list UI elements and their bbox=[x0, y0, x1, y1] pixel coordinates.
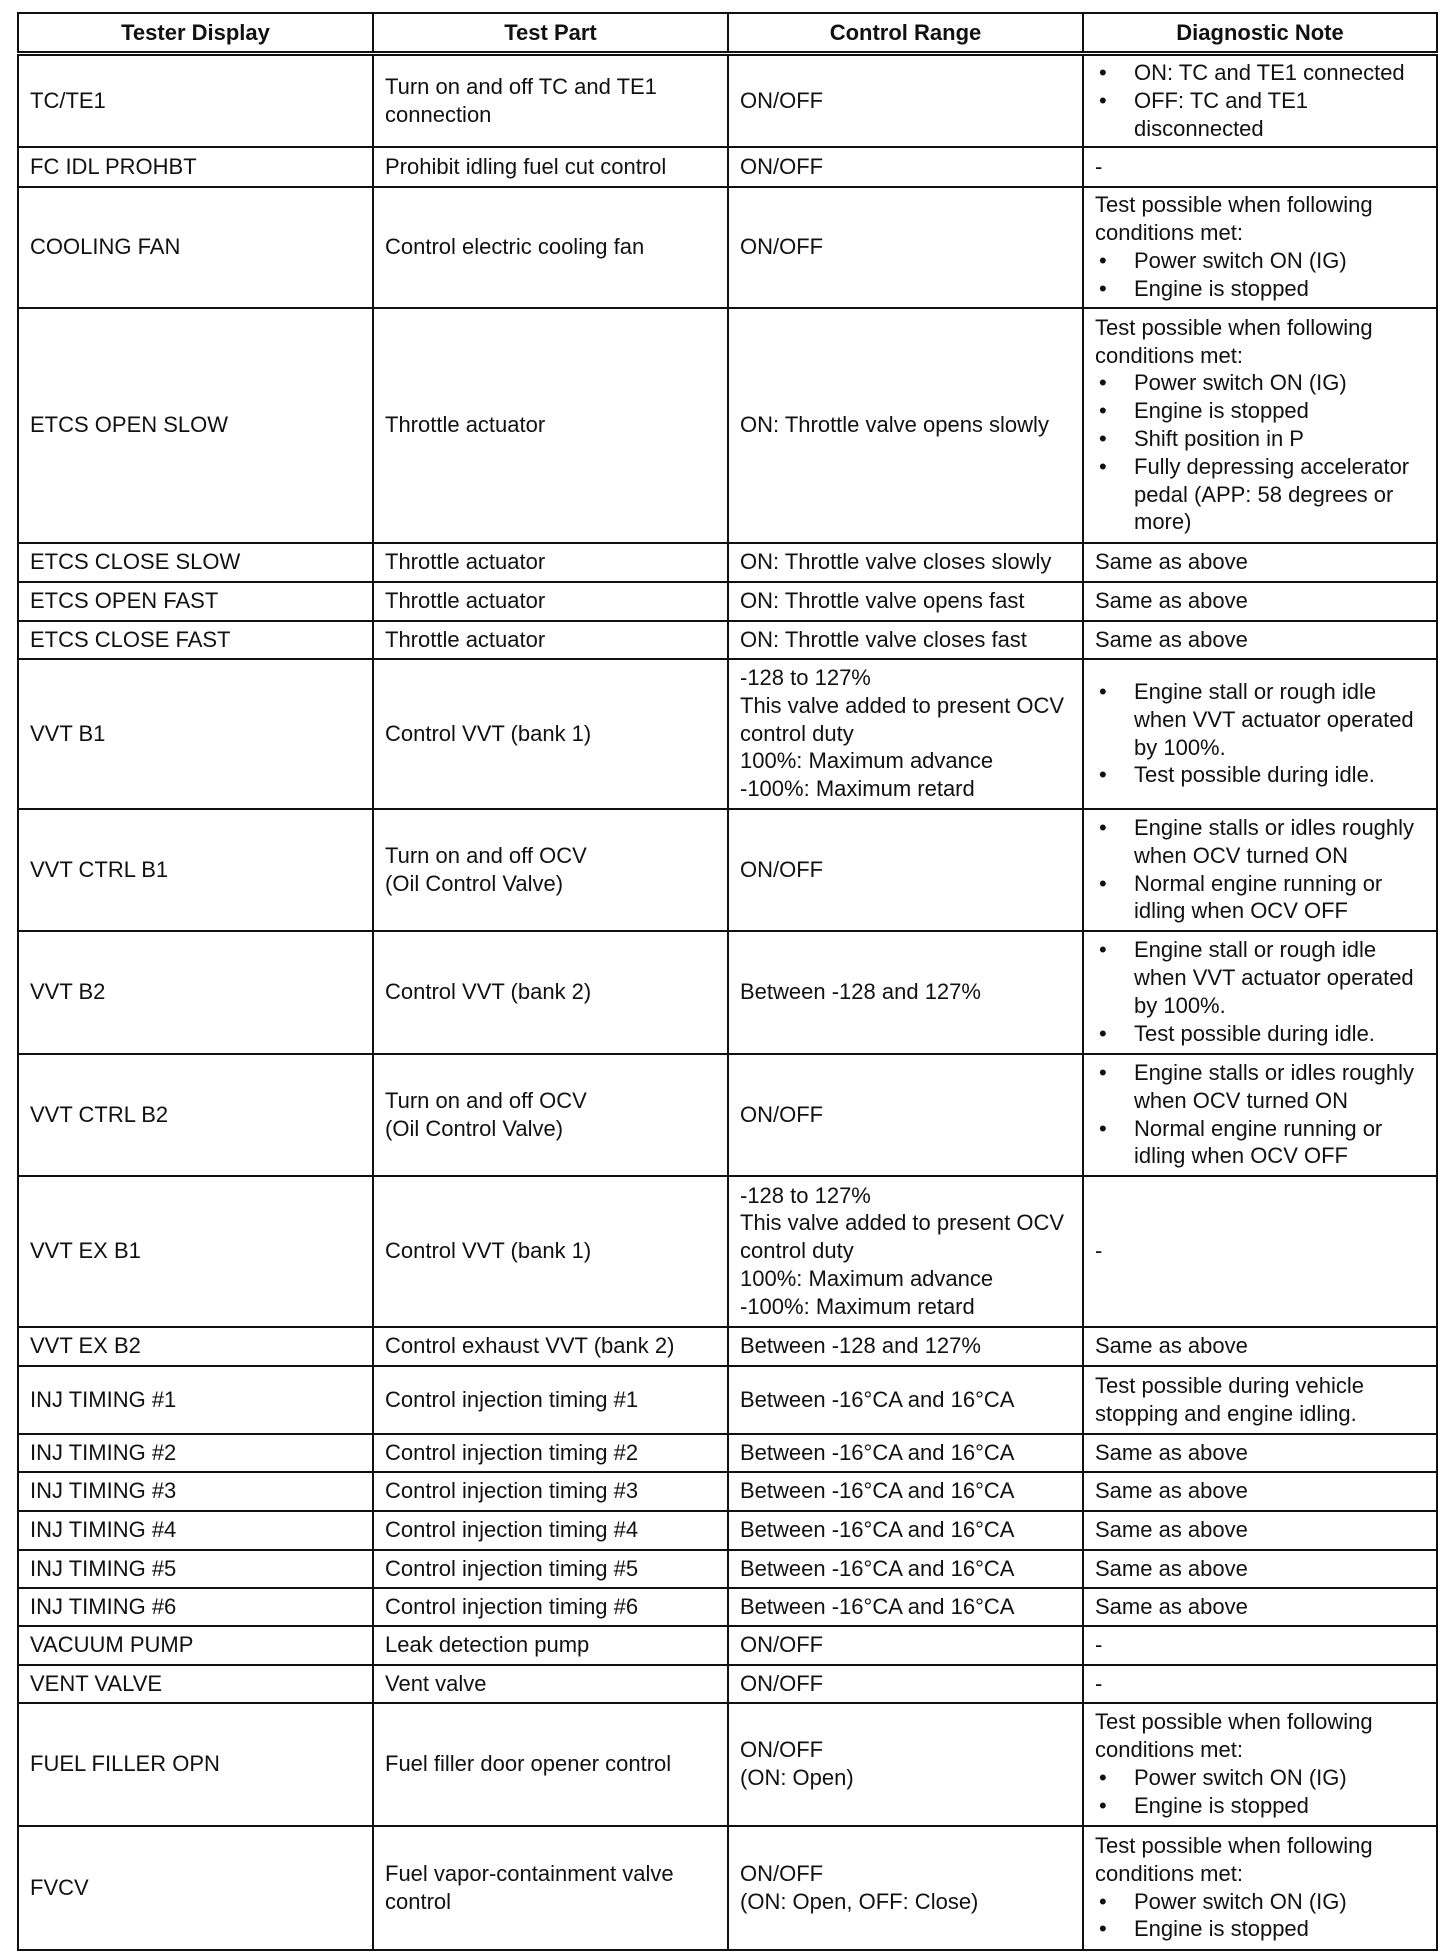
note-text: Same as above bbox=[1095, 1593, 1248, 1619]
diagnostic-note-cell bbox=[1083, 1588, 1437, 1626]
table-row bbox=[18, 1472, 1437, 1511]
table-row bbox=[18, 308, 1437, 543]
header-test-part: Test Part bbox=[373, 13, 728, 54]
note-text: Same as above bbox=[1095, 588, 1248, 614]
note-text: Same as above bbox=[1095, 1439, 1248, 1465]
control-range-cell: Between -16°CA and 16°CA bbox=[728, 1550, 1083, 1588]
test-part-cell: Control VVT (bank 2) bbox=[373, 931, 728, 1054]
table-row bbox=[18, 582, 1437, 621]
diagnostic-note-cell bbox=[1083, 54, 1437, 147]
test-part-cell: Vent valve bbox=[373, 1665, 728, 1703]
note-bullet: • Test possible during idle. bbox=[1095, 761, 1426, 789]
test-part-cell: Control injection timing #1 bbox=[373, 1366, 728, 1434]
note-bullet: • Engine is stopped bbox=[1095, 1792, 1426, 1820]
note-bullet: • Power switch ON (IG) bbox=[1095, 1888, 1426, 1916]
tester-display-cell: INJ TIMING #4 bbox=[18, 1511, 373, 1550]
header-diagnostic-note: Diagnostic Note bbox=[1083, 13, 1437, 54]
test-part-cell: Control VVT (bank 1) bbox=[373, 1176, 728, 1327]
control-range-cell: Between -16°CA and 16°CA bbox=[728, 1588, 1083, 1626]
control-range-cell: ON/OFF bbox=[728, 1626, 1083, 1665]
diagnostic-note-cell bbox=[1083, 1826, 1437, 1950]
test-part-cell: Throttle actuator bbox=[373, 308, 728, 543]
diagnostic-note-cell bbox=[1083, 1703, 1437, 1826]
note-text: Same as above bbox=[1095, 1517, 1248, 1543]
table-row bbox=[18, 1550, 1437, 1588]
test-part-cell: Fuel filler door opener control bbox=[373, 1703, 728, 1826]
diagnostic-note-cell bbox=[1083, 187, 1437, 308]
tester-display-cell: VVT B2 bbox=[18, 931, 373, 1054]
tester-display-cell: VENT VALVE bbox=[18, 1665, 373, 1703]
table-row bbox=[18, 187, 1437, 308]
test-part-cell: Control injection timing #2 bbox=[373, 1434, 728, 1472]
test-part-cell: Control electric cooling fan bbox=[373, 187, 728, 308]
table-row bbox=[18, 1588, 1437, 1626]
table-row bbox=[18, 543, 1437, 582]
control-range-cell: ON/OFF bbox=[728, 809, 1083, 931]
diagnostic-note-cell bbox=[1083, 1626, 1437, 1665]
note-text: Test possible during vehicle stopping and engine idling. bbox=[1095, 1372, 1365, 1426]
tester-display-cell: ETCS OPEN FAST bbox=[18, 582, 373, 621]
header-tester-display: Tester Display bbox=[18, 13, 373, 54]
control-range-cell: ON/OFF bbox=[728, 1054, 1083, 1176]
control-range-cell: ON: Throttle valve opens fast bbox=[728, 582, 1083, 621]
table-row bbox=[18, 1511, 1437, 1550]
table-row bbox=[18, 1327, 1437, 1366]
note-bullet: • ON: TC and TE1 connected bbox=[1095, 59, 1426, 87]
note-bullet: • Engine is stopped bbox=[1095, 275, 1426, 303]
control-range-cell: -128 to 127% This valve added to present OCV control duty 100%: Maximum advance -100%: Maximum retard bbox=[728, 659, 1083, 809]
note-bullet: • Engine stall or rough idle when VVT actuator operated by 100%. bbox=[1095, 678, 1426, 761]
diagnostic-note-cell bbox=[1083, 543, 1437, 582]
tester-display-cell: INJ TIMING #6 bbox=[18, 1588, 373, 1626]
note-bullet: • Power switch ON (IG) bbox=[1095, 247, 1426, 275]
note-bullet: • Engine is stopped bbox=[1095, 397, 1426, 425]
table-row bbox=[18, 54, 1437, 147]
diagnostic-note-cell bbox=[1083, 1366, 1437, 1434]
diagnostic-note-cell bbox=[1083, 809, 1437, 931]
active-test-table bbox=[17, 12, 1438, 1951]
table-row bbox=[18, 1626, 1437, 1665]
tester-display-cell: ETCS CLOSE FAST bbox=[18, 621, 373, 659]
test-part-cell: Throttle actuator bbox=[373, 582, 728, 621]
table-row bbox=[18, 1176, 1437, 1327]
note-bullet-list bbox=[1095, 678, 1426, 789]
tester-display-cell: VVT CTRL B2 bbox=[18, 1054, 373, 1176]
tester-display-cell: INJ TIMING #2 bbox=[18, 1434, 373, 1472]
note-bullet: • Test possible during idle. bbox=[1095, 1020, 1426, 1048]
diagnostic-note-cell bbox=[1083, 1176, 1437, 1327]
test-part-cell: Prohibit idling fuel cut control bbox=[373, 147, 728, 187]
note-bullet: • OFF: TC and TE1 disconnected bbox=[1095, 87, 1426, 143]
control-range-cell: ON: Throttle valve closes slowly bbox=[728, 543, 1083, 582]
note-text: Same as above bbox=[1095, 1555, 1248, 1581]
tester-display-cell: ETCS CLOSE SLOW bbox=[18, 543, 373, 582]
table-row bbox=[18, 1054, 1437, 1176]
diagnostic-note-cell bbox=[1083, 931, 1437, 1054]
diagnostic-note-cell bbox=[1083, 1665, 1437, 1703]
table-row bbox=[18, 1366, 1437, 1434]
test-part-cell: Control exhaust VVT (bank 2) bbox=[373, 1327, 728, 1366]
note-text: - bbox=[1095, 153, 1103, 179]
control-range-cell: ON: Throttle valve closes fast bbox=[728, 621, 1083, 659]
note-bullet-list bbox=[1095, 247, 1426, 303]
diagnostic-note-cell bbox=[1083, 659, 1437, 809]
note-bullet: • Engine is stopped bbox=[1095, 1915, 1426, 1943]
note-bullet: • Fully depressing accelerator pedal (APP: 58 degrees or more) bbox=[1095, 453, 1426, 536]
note-text: Test possible when following conditions met: bbox=[1095, 1832, 1373, 1886]
control-range-cell: Between -128 and 127% bbox=[728, 931, 1083, 1054]
control-range-cell: ON/OFF bbox=[728, 1665, 1083, 1703]
tester-display-cell: FC IDL PROHBT bbox=[18, 147, 373, 187]
tester-display-cell: INJ TIMING #3 bbox=[18, 1472, 373, 1511]
diagnostic-note-cell bbox=[1083, 1054, 1437, 1176]
tester-display-cell: TC/TE1 bbox=[18, 54, 373, 147]
note-text: Test possible when following conditions met: bbox=[1095, 1709, 1373, 1763]
diagnostic-note-cell bbox=[1083, 1472, 1437, 1511]
note-text: Same as above bbox=[1095, 1478, 1248, 1504]
note-bullet: • Power switch ON (IG) bbox=[1095, 369, 1426, 397]
control-range-cell: -128 to 127% This valve added to present OCV control duty 100%: Maximum advance -100%: Maximum retard bbox=[728, 1176, 1083, 1327]
note-bullet-list bbox=[1095, 369, 1426, 536]
header-control-range: Control Range bbox=[728, 13, 1083, 54]
note-text: - bbox=[1095, 1238, 1103, 1264]
diagnostic-note-cell bbox=[1083, 1511, 1437, 1550]
table-row bbox=[18, 1703, 1437, 1826]
test-part-cell: Control injection timing #5 bbox=[373, 1550, 728, 1588]
diagnostic-note-cell bbox=[1083, 1550, 1437, 1588]
note-text: Test possible when following conditions met: bbox=[1095, 314, 1373, 368]
note-bullet-list bbox=[1095, 1888, 1426, 1944]
note-text: - bbox=[1095, 1670, 1103, 1696]
note-bullet-list bbox=[1095, 1059, 1426, 1170]
tester-display-cell: INJ TIMING #5 bbox=[18, 1550, 373, 1588]
tester-display-cell: VVT EX B2 bbox=[18, 1327, 373, 1366]
test-part-cell: Turn on and off TC and TE1 connection bbox=[373, 54, 728, 147]
diagnostic-note-cell bbox=[1083, 621, 1437, 659]
test-part-cell: Control injection timing #4 bbox=[373, 1511, 728, 1550]
table-row bbox=[18, 147, 1437, 187]
note-bullet: • Engine stall or rough idle when VVT actuator operated by 100%. bbox=[1095, 936, 1426, 1019]
test-part-cell: Turn on and off OCV (Oil Control Valve) bbox=[373, 1054, 728, 1176]
diagnostic-note-cell bbox=[1083, 1434, 1437, 1472]
table-row bbox=[18, 1434, 1437, 1472]
tester-display-cell: COOLING FAN bbox=[18, 187, 373, 308]
tester-display-cell: FUEL FILLER OPN bbox=[18, 1703, 373, 1826]
note-bullet: • Engine stalls or idles roughly when OCV turned ON bbox=[1095, 814, 1426, 870]
note-bullet-list bbox=[1095, 59, 1426, 142]
note-bullet: • Normal engine running or idling when OCV OFF bbox=[1095, 1115, 1426, 1171]
control-range-cell: ON/OFF bbox=[728, 54, 1083, 147]
table-header-row bbox=[18, 13, 1437, 54]
test-part-cell: Throttle actuator bbox=[373, 543, 728, 582]
test-part-cell: Fuel vapor-containment valve control bbox=[373, 1826, 728, 1950]
table-row bbox=[18, 1826, 1437, 1950]
diagnostic-note-cell bbox=[1083, 582, 1437, 621]
test-part-cell: Leak detection pump bbox=[373, 1626, 728, 1665]
tester-display-cell: FVCV bbox=[18, 1826, 373, 1950]
control-range-cell: ON: Throttle valve opens slowly bbox=[728, 308, 1083, 543]
test-part-cell: Throttle actuator bbox=[373, 621, 728, 659]
test-part-cell: Turn on and off OCV (Oil Control Valve) bbox=[373, 809, 728, 931]
note-text: Same as above bbox=[1095, 626, 1248, 652]
control-range-cell: ON/OFF bbox=[728, 147, 1083, 187]
note-bullet: • Power switch ON (IG) bbox=[1095, 1764, 1426, 1792]
note-bullet-list bbox=[1095, 1764, 1426, 1820]
note-text: Same as above bbox=[1095, 1333, 1248, 1359]
diagnostic-note-cell bbox=[1083, 308, 1437, 543]
tester-display-cell: VVT EX B1 bbox=[18, 1176, 373, 1327]
note-bullet: • Shift position in P bbox=[1095, 425, 1426, 453]
note-bullet-list bbox=[1095, 814, 1426, 925]
table-row bbox=[18, 809, 1437, 931]
test-part-cell: Control injection timing #3 bbox=[373, 1472, 728, 1511]
control-range-cell: Between -16°CA and 16°CA bbox=[728, 1434, 1083, 1472]
note-text: Same as above bbox=[1095, 549, 1248, 575]
note-bullet: • Engine stalls or idles roughly when OCV turned ON bbox=[1095, 1059, 1426, 1115]
note-text: Test possible when following conditions met: bbox=[1095, 192, 1373, 246]
tester-display-cell: INJ TIMING #1 bbox=[18, 1366, 373, 1434]
note-bullet-list bbox=[1095, 936, 1426, 1047]
diagnostic-note-cell bbox=[1083, 147, 1437, 187]
table-row bbox=[18, 1665, 1437, 1703]
tester-display-cell: VVT CTRL B1 bbox=[18, 809, 373, 931]
table-row bbox=[18, 621, 1437, 659]
control-range-cell: Between -16°CA and 16°CA bbox=[728, 1511, 1083, 1550]
tester-display-cell: VVT B1 bbox=[18, 659, 373, 809]
note-bullet: • Normal engine running or idling when OCV OFF bbox=[1095, 870, 1426, 926]
tester-display-cell: VACUUM PUMP bbox=[18, 1626, 373, 1665]
table-row bbox=[18, 931, 1437, 1054]
control-range-cell: ON/OFF bbox=[728, 187, 1083, 308]
control-range-cell: Between -128 and 127% bbox=[728, 1327, 1083, 1366]
diagnostic-note-cell bbox=[1083, 1327, 1437, 1366]
control-range-cell: Between -16°CA and 16°CA bbox=[728, 1472, 1083, 1511]
tester-display-cell: ETCS OPEN SLOW bbox=[18, 308, 373, 543]
table-row bbox=[18, 659, 1437, 809]
control-range-cell: ON/OFF (ON: Open) bbox=[728, 1703, 1083, 1826]
control-range-cell: ON/OFF (ON: Open, OFF: Close) bbox=[728, 1826, 1083, 1950]
note-text: - bbox=[1095, 1632, 1103, 1658]
test-part-cell: Control VVT (bank 1) bbox=[373, 659, 728, 809]
control-range-cell: Between -16°CA and 16°CA bbox=[728, 1366, 1083, 1434]
test-part-cell: Control injection timing #6 bbox=[373, 1588, 728, 1626]
